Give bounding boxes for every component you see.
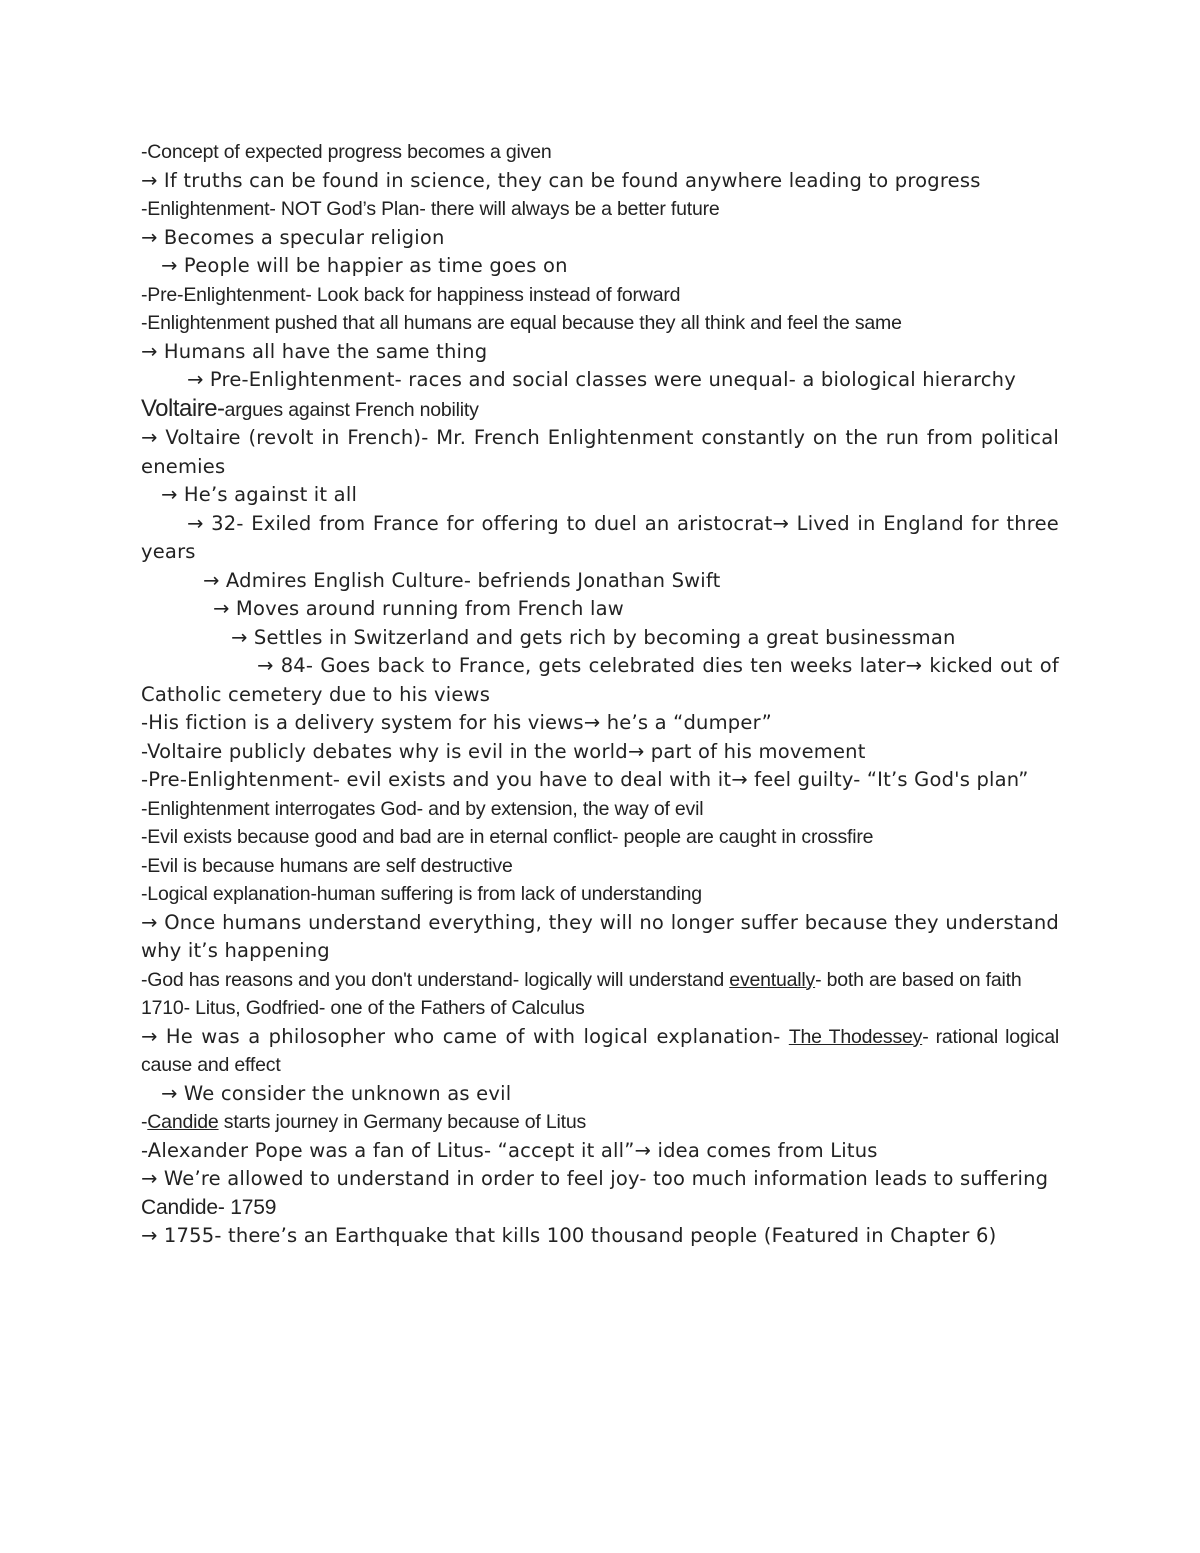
note-text: -God has reasons and you don't understand- logically will understand: [141, 968, 730, 991]
voltaire-heading-line: [141, 395, 1059, 425]
note-line: → Becomes a specular religion: [141, 225, 445, 249]
note-line: -Enlightenment- NOT God’s Plan- there will always be a better future: [141, 198, 720, 220]
note-line: -Evil is because humans are self destructive: [141, 854, 513, 877]
note-line: -His fiction is a delivery system for his views→ he’s a “dumper”: [141, 711, 772, 734]
note-line: → Voltaire (revolt in French)- Mr. French Enlightenment constantly on the run from political enemies: [141, 426, 1059, 478]
underlined-title: The Thodessey: [788, 1025, 923, 1048]
underlined-term: eventually: [729, 968, 816, 991]
note-line: -Pre-Enlightenment- evil exists and you have to deal with it→ feel guilty- “It’s God's plan”: [141, 768, 1029, 791]
note-line: → Humans all have the same thing: [141, 339, 488, 363]
note-line: → He’s against it all: [161, 483, 358, 506]
note-line: -Enlightenment pushed that all humans are equal because they all think and feel the same: [141, 312, 902, 334]
note-line: -Enlightenment interrogates God- and by extension, the way of evil: [141, 797, 704, 820]
note-line: Candide- 1759: [141, 1195, 277, 1219]
note-line: 1710- Litus, Godfried- one of the Fathers of Calculus: [141, 997, 585, 1019]
note-text: - both are based on faith: [815, 968, 1022, 991]
note-text: starts journey in Germany because of Litus: [218, 1111, 587, 1133]
note-line: -Pre-Enlightenment- Look back for happiness instead of forward: [141, 283, 681, 306]
note-line: → We consider the unknown as evil: [161, 1081, 512, 1105]
voltaire-heading: Voltaire-: [141, 394, 225, 422]
note-line: -Logical explanation-human suffering is from lack of understanding: [141, 883, 702, 905]
note-line: → Admires English Culture- befriends Jonathan Swift: [203, 568, 721, 592]
note-line: → Moves around running from French law: [213, 597, 624, 620]
note-line: -Voltaire publicly debates why is evil in the world→ part of his movement: [141, 739, 866, 763]
note-line: → Settles in Switzerland and gets rich by becoming a great businessman: [231, 625, 956, 649]
note-line: → People will be happier as time goes on: [161, 254, 568, 277]
note-line: → 32- Exiled from France for offering to duel an aristocrat→ Lived in England for three years: [141, 511, 1059, 563]
note-text: → He was a philosopher who came of with logical explanation-: [141, 1024, 789, 1048]
note-line: -Alexander Pope was a fan of Litus- “accept it all”→ idea comes from Litus: [141, 1138, 878, 1162]
note-line: → If truths can be found in science, they can be found anywhere leading to progress: [141, 168, 981, 192]
note-line: [141, 966, 1059, 995]
note-line: → 84- Goes back to France, gets celebrated dies ten weeks later→ kicked out of Catholic cemetery due to his views: [141, 654, 1059, 706]
underlined-title: Candide: [147, 1111, 219, 1133]
note-line: [141, 1108, 1059, 1137]
note-line: → Pre-Enlightenment- races and social classes were unequal- a biological hierarchy: [187, 368, 1016, 391]
document-page: [141, 138, 1059, 1251]
note-line: -Concept of expected progress becomes a given: [141, 141, 552, 163]
note-line: -Evil exists because good and bad are in eternal conflict- people are caught in crossfire: [141, 826, 874, 848]
note-line: → We’re allowed to understand in order to feel joy- too much information leads to suffering: [141, 1167, 1049, 1190]
note-line: [141, 1023, 1059, 1080]
note-text: - rational logical cause and effect: [141, 1025, 1059, 1076]
voltaire-heading-text: argues against French nobility: [224, 398, 479, 421]
note-text: -: [141, 1111, 148, 1133]
note-line: → Once humans understand everything, they will no longer suffer because they understand why it’s happening: [141, 910, 1059, 962]
note-line: → 1755- there’s an Earthquake that kills 100 thousand people (Featured in Chapter 6): [141, 1224, 997, 1247]
